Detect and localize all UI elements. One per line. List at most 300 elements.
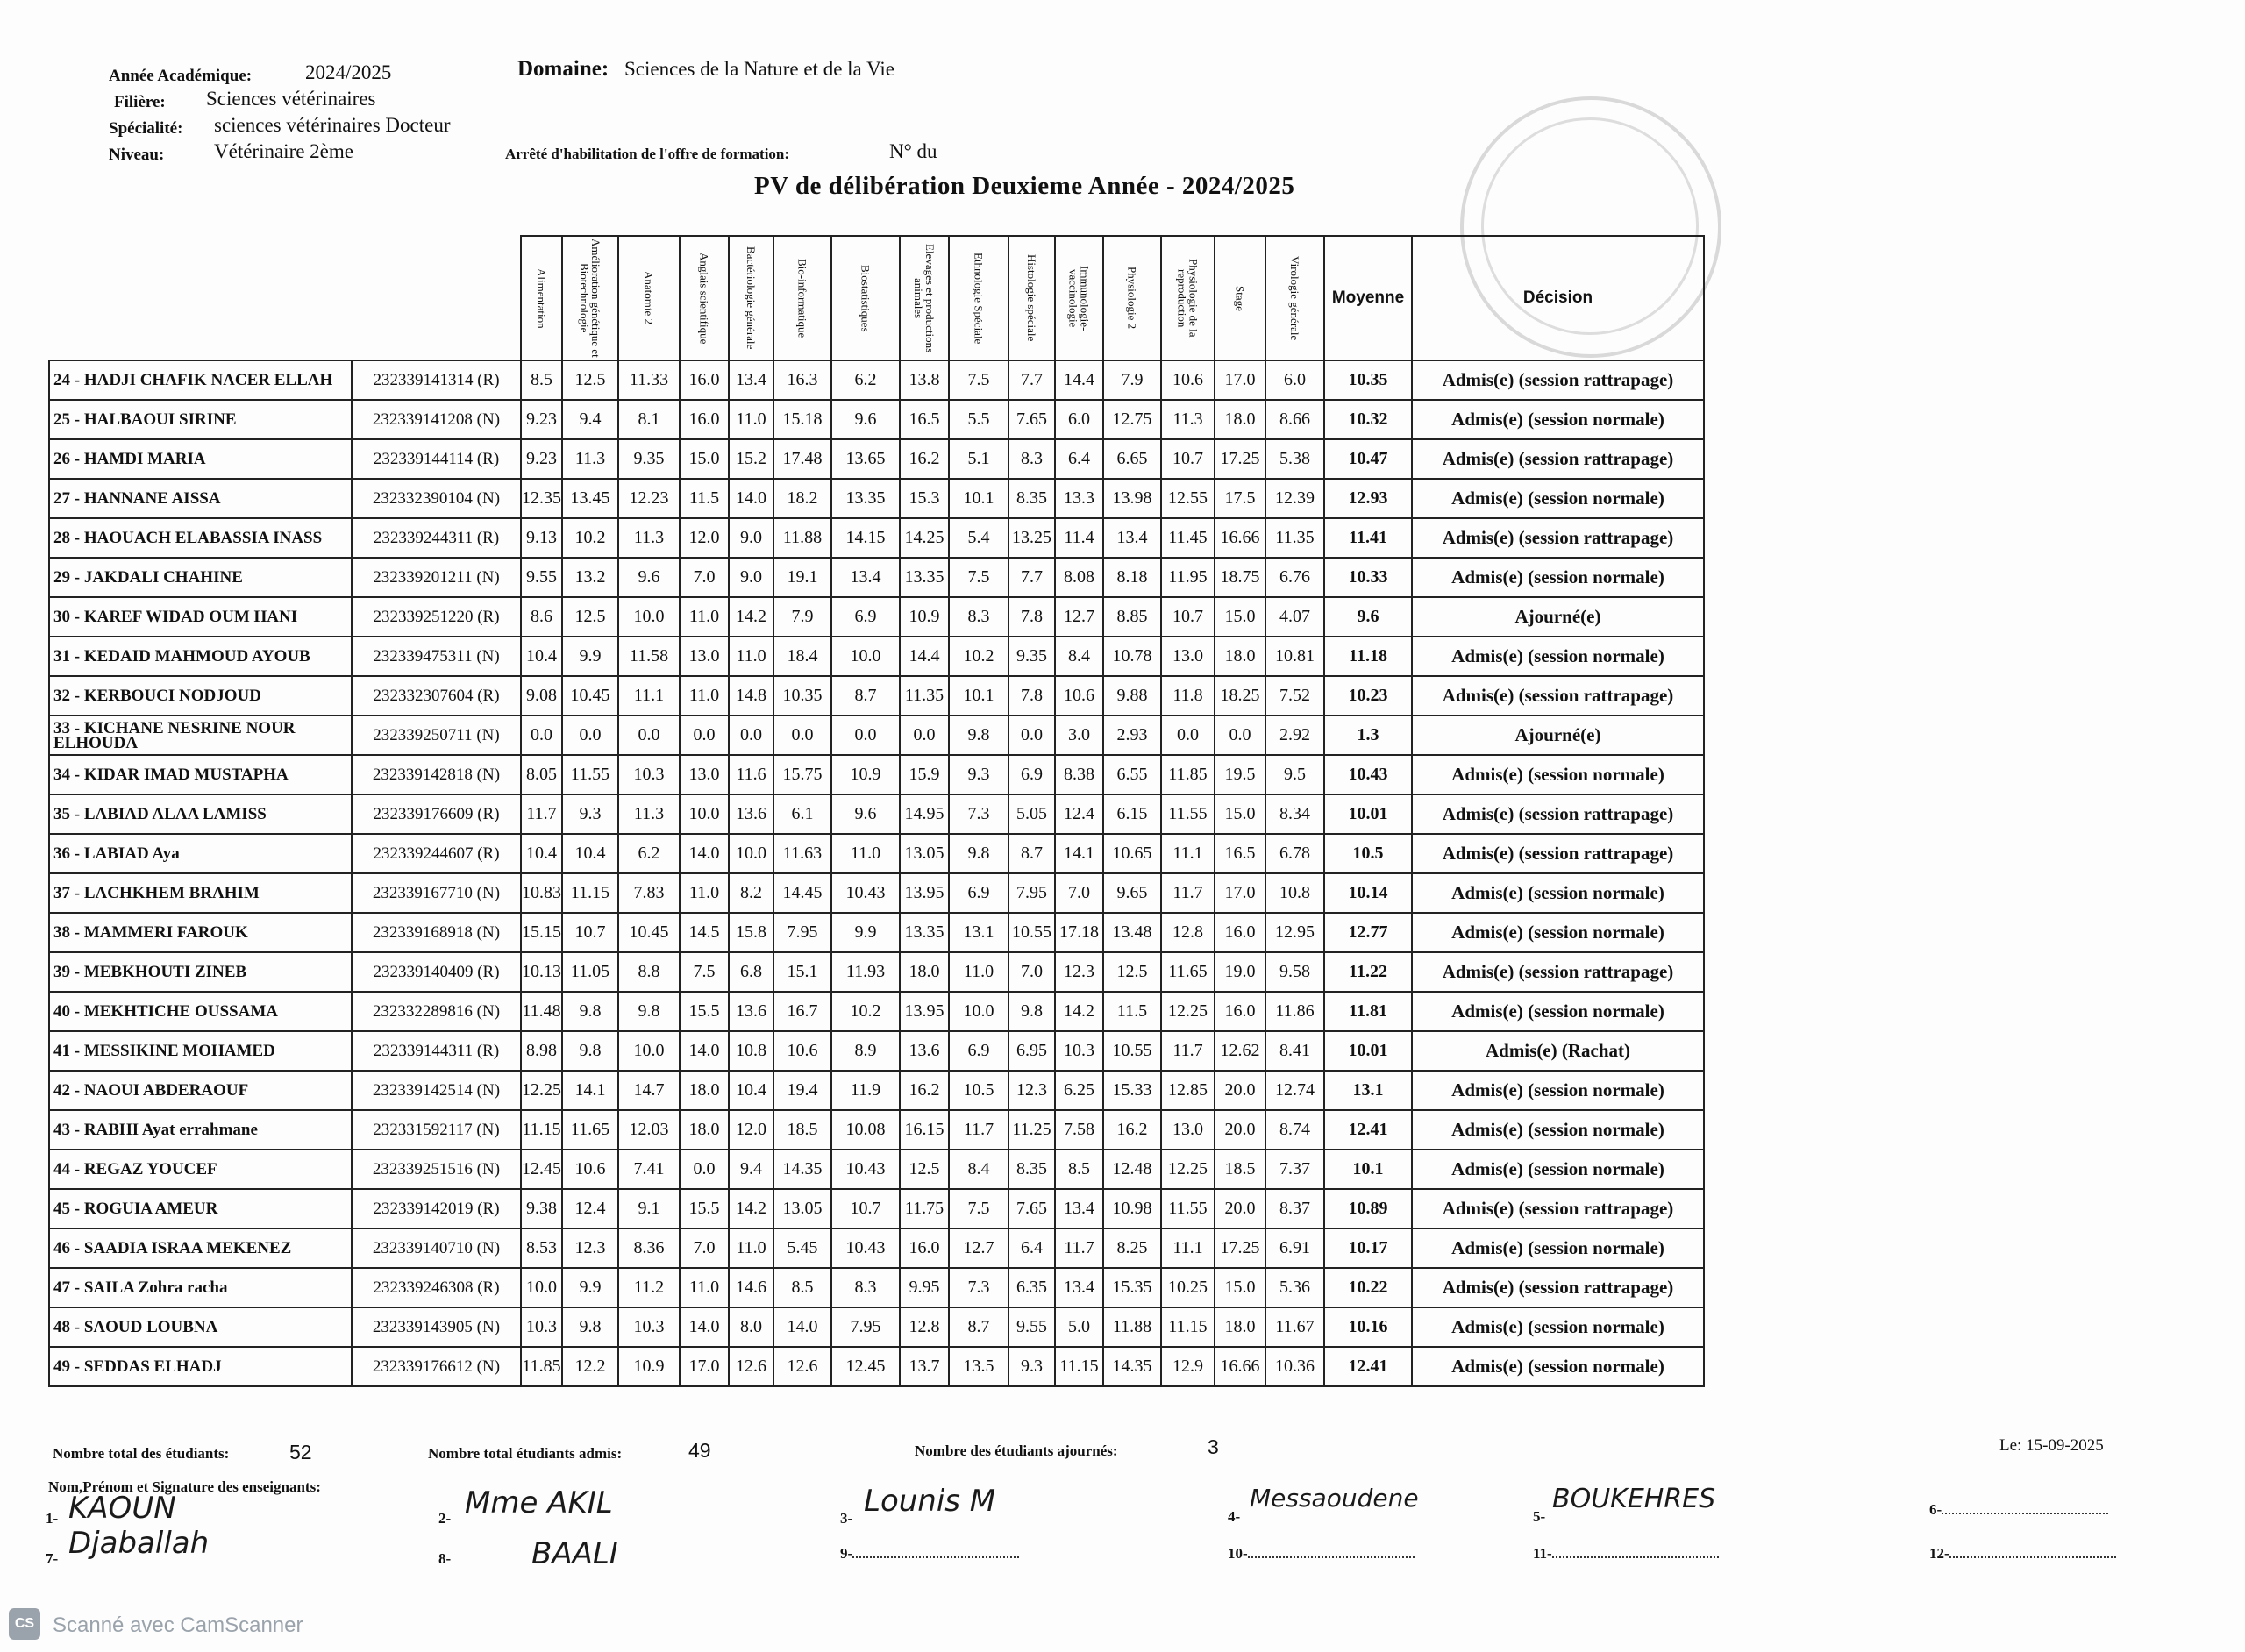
grade-cell: 7.3 bbox=[949, 1268, 1008, 1307]
grade-cell: 14.35 bbox=[1103, 1347, 1161, 1386]
grade-cell: 7.83 bbox=[618, 873, 680, 913]
grade-cell: 12.74 bbox=[1265, 1071, 1324, 1110]
grade-cell: 18.25 bbox=[1215, 676, 1265, 716]
grade-cell: 11.15 bbox=[562, 873, 618, 913]
grade-cell: 12.25 bbox=[1161, 1150, 1215, 1189]
student-name: 38 - MAMMERI FAROUK bbox=[49, 913, 352, 952]
moyenne-cell: 12.41 bbox=[1324, 1110, 1412, 1150]
grade-cell: 9.0 bbox=[729, 518, 773, 558]
student-name: 36 - LABIAD Aya bbox=[49, 834, 352, 873]
grade-cell: 10.1 bbox=[949, 676, 1008, 716]
grade-cell: 17.5 bbox=[1215, 479, 1265, 518]
grade-cell: 10.4 bbox=[521, 637, 562, 676]
signature-7: Djaballah bbox=[68, 1526, 210, 1561]
domaine-value: Sciences de la Nature et de la Vie bbox=[624, 58, 894, 80]
grade-cell: 12.0 bbox=[729, 1110, 773, 1150]
grade-cell: 18.0 bbox=[900, 952, 949, 992]
ajournes-label: Nombre des étudiants ajournés: bbox=[915, 1442, 1118, 1459]
grade-cell: 10.83 bbox=[521, 873, 562, 913]
signature-2: Mme AKIL bbox=[465, 1485, 613, 1520]
grade-cell: 9.6 bbox=[831, 794, 900, 834]
grade-cell: 15.5 bbox=[680, 1189, 729, 1228]
grade-cell: 16.3 bbox=[773, 360, 831, 400]
moyenne-cell: 10.23 bbox=[1324, 676, 1412, 716]
grade-cell: 10.0 bbox=[831, 637, 900, 676]
student-matricule: 232339201211 (N) bbox=[352, 558, 521, 597]
grade-cell: 16.2 bbox=[1103, 1110, 1161, 1150]
grade-cell: 11.7 bbox=[521, 794, 562, 834]
signature-slot-10: 10- bbox=[1228, 1545, 1415, 1563]
ajournes-value: 3 bbox=[1208, 1435, 1219, 1458]
grade-cell: 11.7 bbox=[1161, 1031, 1215, 1071]
subject-header: Physiologie de la reproduction bbox=[1161, 236, 1215, 360]
signature-slot-11: 11- bbox=[1533, 1545, 1719, 1563]
grade-cell: 11.65 bbox=[1161, 952, 1215, 992]
grade-cell: 11.8 bbox=[1161, 676, 1215, 716]
grade-cell: 13.35 bbox=[831, 479, 900, 518]
grade-cell: 10.43 bbox=[831, 873, 900, 913]
grade-cell: 16.2 bbox=[900, 1071, 949, 1110]
grade-cell: 8.35 bbox=[1008, 1150, 1055, 1189]
grade-cell: 9.8 bbox=[949, 716, 1008, 755]
grade-cell: 14.45 bbox=[773, 873, 831, 913]
grade-cell: 6.25 bbox=[1055, 1071, 1103, 1110]
grade-cell: 9.8 bbox=[562, 992, 618, 1031]
student-matricule: 232339244607 (R) bbox=[352, 834, 521, 873]
student-row bbox=[49, 913, 1704, 952]
subject-header: Biostatistiques bbox=[831, 236, 900, 360]
grade-cell: 14.25 bbox=[900, 518, 949, 558]
grade-cell: 9.58 bbox=[1265, 952, 1324, 992]
grade-cell: 14.4 bbox=[900, 637, 949, 676]
filiere-label: Filière: bbox=[114, 93, 166, 111]
grade-cell: 6.55 bbox=[1103, 755, 1161, 794]
decision-cell: Admis(e) (session rattrapage) bbox=[1412, 518, 1704, 558]
grade-cell: 9.8 bbox=[562, 1031, 618, 1071]
grade-cell: 12.7 bbox=[1055, 597, 1103, 637]
student-matricule: 232332390104 (N) bbox=[352, 479, 521, 518]
grade-cell: 15.0 bbox=[1215, 1268, 1265, 1307]
grade-cell: 8.1 bbox=[618, 400, 680, 439]
grade-cell: 7.8 bbox=[1008, 676, 1055, 716]
grade-cell: 0.0 bbox=[773, 716, 831, 755]
decision-cell: Admis(e) (session rattrapage) bbox=[1412, 834, 1704, 873]
grade-cell: 7.7 bbox=[1008, 360, 1055, 400]
student-row bbox=[49, 1228, 1704, 1268]
grade-cell: 18.0 bbox=[680, 1110, 729, 1150]
grade-cell: 14.2 bbox=[729, 597, 773, 637]
student-name: 40 - MEKHTICHE OUSSAMA bbox=[49, 992, 352, 1031]
grade-cell: 6.1 bbox=[773, 794, 831, 834]
student-matricule: 232339251516 (N) bbox=[352, 1150, 521, 1189]
subject-header: Stage bbox=[1215, 236, 1265, 360]
student-matricule: 232339144114 (R) bbox=[352, 439, 521, 479]
specialite-value: sciences vétérinaires Docteur bbox=[214, 114, 451, 136]
grade-cell: 11.5 bbox=[1103, 992, 1161, 1031]
grade-cell: 17.48 bbox=[773, 439, 831, 479]
moyenne-cell: 11.22 bbox=[1324, 952, 1412, 992]
grade-cell: 10.43 bbox=[831, 1228, 900, 1268]
grade-cell: 10.43 bbox=[831, 1150, 900, 1189]
student-matricule: 232339250711 (N) bbox=[352, 716, 521, 755]
signature-5: BOUKEHRES bbox=[1552, 1484, 1716, 1514]
grade-cell: 12.55 bbox=[1161, 479, 1215, 518]
student-name: 24 - HADJI CHAFIK NACER ELLAH bbox=[49, 360, 352, 400]
decision-cell: Admis(e) (session normale) bbox=[1412, 873, 1704, 913]
grade-cell: 8.53 bbox=[521, 1228, 562, 1268]
moyenne-cell: 12.77 bbox=[1324, 913, 1412, 952]
subjects-header-row bbox=[49, 236, 1704, 360]
grade-cell: 10.6 bbox=[1055, 676, 1103, 716]
student-row bbox=[49, 716, 1704, 755]
grade-cell: 6.2 bbox=[618, 834, 680, 873]
grade-cell: 11.1 bbox=[1161, 1228, 1215, 1268]
grade-cell: 10.2 bbox=[949, 637, 1008, 676]
grade-cell: 11.63 bbox=[773, 834, 831, 873]
grade-cell: 10.0 bbox=[729, 834, 773, 873]
grade-cell: 9.6 bbox=[618, 558, 680, 597]
student-name: 37 - LACHKHEM BRAHIM bbox=[49, 873, 352, 913]
subject-header: Anglais scientifique bbox=[680, 236, 729, 360]
student-matricule: 232339144311 (R) bbox=[352, 1031, 521, 1071]
grade-cell: 8.5 bbox=[521, 360, 562, 400]
grade-cell: 8.9 bbox=[831, 1031, 900, 1071]
grade-cell: 11.45 bbox=[1161, 518, 1215, 558]
grade-cell: 9.65 bbox=[1103, 873, 1161, 913]
grade-cell: 10.9 bbox=[618, 1347, 680, 1386]
grade-cell: 16.7 bbox=[773, 992, 831, 1031]
camscanner-logo-icon: CS bbox=[9, 1608, 40, 1640]
grade-cell: 11.4 bbox=[1055, 518, 1103, 558]
grade-cell: 9.9 bbox=[831, 913, 900, 952]
grade-cell: 0.0 bbox=[680, 716, 729, 755]
grade-cell: 7.9 bbox=[773, 597, 831, 637]
grade-cell: 9.0 bbox=[729, 558, 773, 597]
grade-cell: 6.15 bbox=[1103, 794, 1161, 834]
grade-cell: 8.25 bbox=[1103, 1228, 1161, 1268]
grade-cell: 10.3 bbox=[618, 1307, 680, 1347]
signature-slot-4: 4- bbox=[1228, 1508, 1241, 1525]
student-name: 42 - NAOUI ABDERAOUF bbox=[49, 1071, 352, 1110]
grade-cell: 7.41 bbox=[618, 1150, 680, 1189]
grade-cell: 11.3 bbox=[618, 518, 680, 558]
student-row bbox=[49, 1150, 1704, 1189]
student-name: 35 - LABIAD ALAA LAMISS bbox=[49, 794, 352, 834]
grade-cell: 11.0 bbox=[729, 1228, 773, 1268]
delib-date: Le: 15-09-2025 bbox=[1999, 1436, 2104, 1455]
grade-cell: 20.0 bbox=[1215, 1071, 1265, 1110]
moyenne-cell: 11.81 bbox=[1324, 992, 1412, 1031]
grade-cell: 16.0 bbox=[1215, 992, 1265, 1031]
subject-header: Elevages et productions animales bbox=[900, 236, 949, 360]
academic-year-label: Année Académique: bbox=[109, 67, 253, 85]
grade-cell: 9.5 bbox=[1265, 755, 1324, 794]
grade-cell: 7.8 bbox=[1008, 597, 1055, 637]
grade-cell: 10.81 bbox=[1265, 637, 1324, 676]
student-row bbox=[49, 992, 1704, 1031]
grade-cell: 9.95 bbox=[900, 1268, 949, 1307]
grade-cell: 17.0 bbox=[680, 1347, 729, 1386]
grade-cell: 13.35 bbox=[900, 558, 949, 597]
moyenne-cell: 9.6 bbox=[1324, 597, 1412, 637]
student-matricule: 232331592117 (N) bbox=[352, 1110, 521, 1150]
student-name: 31 - KEDAID MAHMOUD AYOUB bbox=[49, 637, 352, 676]
grade-cell: 12.03 bbox=[618, 1110, 680, 1150]
grade-cell: 11.33 bbox=[618, 360, 680, 400]
grade-cell: 11.35 bbox=[900, 676, 949, 716]
grade-cell: 15.2 bbox=[729, 439, 773, 479]
grade-cell: 10.2 bbox=[831, 992, 900, 1031]
grade-cell: 12.95 bbox=[1265, 913, 1324, 952]
grade-cell: 6.9 bbox=[831, 597, 900, 637]
moyenne-cell: 13.1 bbox=[1324, 1071, 1412, 1110]
grade-cell: 13.95 bbox=[900, 873, 949, 913]
grade-cell: 13.1 bbox=[949, 913, 1008, 952]
grade-cell: 12.4 bbox=[1055, 794, 1103, 834]
student-row bbox=[49, 1189, 1704, 1228]
total-admis-label: Nombre total étudiants admis: bbox=[428, 1445, 623, 1462]
grade-cell: 13.3 bbox=[1055, 479, 1103, 518]
grade-cell: 11.7 bbox=[949, 1110, 1008, 1150]
grade-cell: 6.4 bbox=[1055, 439, 1103, 479]
decision-cell: Ajourné(e) bbox=[1412, 597, 1704, 637]
grade-cell: 11.0 bbox=[680, 873, 729, 913]
student-matricule: 232339141314 (R) bbox=[352, 360, 521, 400]
grade-cell: 11.25 bbox=[1008, 1110, 1055, 1150]
grade-cell: 12.23 bbox=[618, 479, 680, 518]
grade-cell: 9.13 bbox=[521, 518, 562, 558]
student-matricule: 232339167710 (N) bbox=[352, 873, 521, 913]
grade-cell: 14.6 bbox=[729, 1268, 773, 1307]
grade-cell: 17.25 bbox=[1215, 439, 1265, 479]
grade-cell: 0.0 bbox=[1008, 716, 1055, 755]
grade-cell: 2.92 bbox=[1265, 716, 1324, 755]
grade-cell: 18.2 bbox=[773, 479, 831, 518]
grade-cell: 11.75 bbox=[900, 1189, 949, 1228]
grade-cell: 12.39 bbox=[1265, 479, 1324, 518]
grade-cell: 9.3 bbox=[1008, 1347, 1055, 1386]
grade-cell: 12.6 bbox=[773, 1347, 831, 1386]
grade-cell: 8.85 bbox=[1103, 597, 1161, 637]
grade-cell: 11.35 bbox=[1265, 518, 1324, 558]
grade-cell: 9.1 bbox=[618, 1189, 680, 1228]
grade-cell: 12.75 bbox=[1103, 400, 1161, 439]
camscanner-watermark: Scanné avec CamScanner bbox=[53, 1613, 303, 1637]
grade-cell: 8.98 bbox=[521, 1031, 562, 1071]
grade-cell: 12.25 bbox=[521, 1071, 562, 1110]
grade-cell: 0.0 bbox=[831, 716, 900, 755]
decision-cell: Admis(e) (session normale) bbox=[1412, 1307, 1704, 1347]
grade-cell: 7.3 bbox=[949, 794, 1008, 834]
grade-cell: 11.58 bbox=[618, 637, 680, 676]
signature-3: Lounis M bbox=[864, 1484, 996, 1519]
grade-cell: 8.5 bbox=[1055, 1150, 1103, 1189]
grade-cell: 6.78 bbox=[1265, 834, 1324, 873]
grade-cell: 10.6 bbox=[1161, 360, 1215, 400]
grade-cell: 7.95 bbox=[831, 1307, 900, 1347]
grade-cell: 5.4 bbox=[949, 518, 1008, 558]
grades-table bbox=[48, 235, 1705, 1387]
grade-cell: 10.4 bbox=[521, 834, 562, 873]
grade-cell: 12.3 bbox=[1055, 952, 1103, 992]
moyenne-cell: 12.41 bbox=[1324, 1347, 1412, 1386]
grade-cell: 18.75 bbox=[1215, 558, 1265, 597]
grade-cell: 9.35 bbox=[618, 439, 680, 479]
grade-cell: 11.88 bbox=[1103, 1307, 1161, 1347]
student-row bbox=[49, 400, 1704, 439]
grade-cell: 10.0 bbox=[618, 597, 680, 637]
grade-cell: 9.88 bbox=[1103, 676, 1161, 716]
grade-cell: 11.1 bbox=[1161, 834, 1215, 873]
grade-cell: 13.0 bbox=[680, 637, 729, 676]
grade-cell: 18.0 bbox=[680, 1071, 729, 1110]
grade-cell: 10.8 bbox=[729, 1031, 773, 1071]
grade-cell: 9.9 bbox=[562, 637, 618, 676]
moyenne-cell: 10.22 bbox=[1324, 1268, 1412, 1307]
grade-cell: 7.0 bbox=[1008, 952, 1055, 992]
grade-cell: 11.05 bbox=[562, 952, 618, 992]
grade-cell: 5.1 bbox=[949, 439, 1008, 479]
grade-cell: 8.05 bbox=[521, 755, 562, 794]
student-name: 45 - ROGUIA AMEUR bbox=[49, 1189, 352, 1228]
grade-cell: 11.95 bbox=[1161, 558, 1215, 597]
grade-cell: 13.6 bbox=[729, 794, 773, 834]
grade-cell: 14.2 bbox=[1055, 992, 1103, 1031]
signature-slot-3: 3- bbox=[840, 1510, 853, 1527]
student-name: 25 - HALBAOUI SIRINE bbox=[49, 400, 352, 439]
grade-cell: 10.78 bbox=[1103, 637, 1161, 676]
signature-slot-6: 6- bbox=[1929, 1501, 2108, 1519]
grade-cell: 11.7 bbox=[1161, 873, 1215, 913]
grade-cell: 6.65 bbox=[1103, 439, 1161, 479]
decision-cell: Admis(e) (session normale) bbox=[1412, 1150, 1704, 1189]
student-row bbox=[49, 873, 1704, 913]
grade-cell: 13.0 bbox=[680, 755, 729, 794]
grade-cell: 9.4 bbox=[562, 400, 618, 439]
grade-cell: 7.5 bbox=[949, 360, 1008, 400]
grade-cell: 11.55 bbox=[1161, 1189, 1215, 1228]
grade-cell: 13.8 bbox=[900, 360, 949, 400]
decision-cell: Admis(e) (session rattrapage) bbox=[1412, 360, 1704, 400]
grade-cell: 9.4 bbox=[729, 1150, 773, 1189]
filiere-value: Sciences vétérinaires bbox=[206, 88, 376, 110]
grade-cell: 13.95 bbox=[900, 992, 949, 1031]
student-name: 39 - MEBKHOUTI ZINEB bbox=[49, 952, 352, 992]
grade-cell: 13.4 bbox=[1055, 1189, 1103, 1228]
grade-cell: 12.85 bbox=[1161, 1071, 1215, 1110]
subject-header: Anatomie 2 bbox=[618, 236, 680, 360]
student-row bbox=[49, 597, 1704, 637]
decision-cell: Admis(e) (session normale) bbox=[1412, 637, 1704, 676]
grade-cell: 11.55 bbox=[562, 755, 618, 794]
grade-cell: 17.0 bbox=[1215, 873, 1265, 913]
grade-cell: 10.4 bbox=[729, 1071, 773, 1110]
grade-cell: 12.7 bbox=[949, 1228, 1008, 1268]
grade-cell: 11.5 bbox=[680, 479, 729, 518]
grade-cell: 14.0 bbox=[773, 1307, 831, 1347]
decision-cell: Admis(e) (session rattrapage) bbox=[1412, 1268, 1704, 1307]
moyenne-cell: 10.35 bbox=[1324, 360, 1412, 400]
grade-cell: 2.93 bbox=[1103, 716, 1161, 755]
student-matricule: 232332307604 (R) bbox=[352, 676, 521, 716]
signature-slot-7: 7- bbox=[46, 1550, 59, 1567]
grade-cell: 12.6 bbox=[729, 1347, 773, 1386]
grade-cell: 8.4 bbox=[949, 1150, 1008, 1189]
grade-cell: 11.86 bbox=[1265, 992, 1324, 1031]
grade-cell: 19.4 bbox=[773, 1071, 831, 1110]
grade-cell: 12.5 bbox=[562, 597, 618, 637]
grade-cell: 13.4 bbox=[729, 360, 773, 400]
grade-cell: 14.0 bbox=[729, 479, 773, 518]
grade-cell: 14.0 bbox=[680, 1031, 729, 1071]
grade-cell: 11.0 bbox=[680, 597, 729, 637]
grade-cell: 11.0 bbox=[729, 400, 773, 439]
grade-cell: 13.5 bbox=[949, 1347, 1008, 1386]
grade-cell: 7.5 bbox=[949, 1189, 1008, 1228]
grade-cell: 12.8 bbox=[1161, 913, 1215, 952]
grade-cell: 18.5 bbox=[1215, 1150, 1265, 1189]
grade-cell: 14.2 bbox=[729, 1189, 773, 1228]
moyenne-cell: 10.5 bbox=[1324, 834, 1412, 873]
grade-cell: 10.7 bbox=[562, 913, 618, 952]
student-name: 49 - SEDDAS ELHADJ bbox=[49, 1347, 352, 1386]
grade-cell: 7.0 bbox=[680, 558, 729, 597]
grade-cell: 6.76 bbox=[1265, 558, 1324, 597]
grade-cell: 19.1 bbox=[773, 558, 831, 597]
grade-cell: 14.7 bbox=[618, 1071, 680, 1110]
student-name: 32 - KERBOUCI NODJOUD bbox=[49, 676, 352, 716]
decision-cell: Admis(e) (session rattrapage) bbox=[1412, 952, 1704, 992]
student-name: 29 - JAKDALI CHAHINE bbox=[49, 558, 352, 597]
grade-cell: 12.45 bbox=[831, 1347, 900, 1386]
grade-cell: 16.66 bbox=[1215, 1347, 1265, 1386]
student-matricule: 232339142514 (N) bbox=[352, 1071, 521, 1110]
grade-cell: 12.8 bbox=[900, 1307, 949, 1347]
student-name: 28 - HAOUACH ELABASSIA INASS bbox=[49, 518, 352, 558]
signature-slot-12: 12- bbox=[1929, 1545, 2116, 1563]
student-row bbox=[49, 1268, 1704, 1307]
student-matricule: 232339168918 (N) bbox=[352, 913, 521, 952]
grade-cell: 6.9 bbox=[949, 1031, 1008, 1071]
signature-8: BAALI bbox=[531, 1536, 618, 1571]
grade-cell: 10.7 bbox=[831, 1189, 900, 1228]
student-matricule: 232339142818 (N) bbox=[352, 755, 521, 794]
grade-cell: 13.4 bbox=[831, 558, 900, 597]
grade-cell: 9.23 bbox=[521, 400, 562, 439]
signatures-label: Nom,Prénom et Signature des enseignants: bbox=[48, 1478, 321, 1495]
student-matricule: 232339140710 (N) bbox=[352, 1228, 521, 1268]
grade-cell: 15.1 bbox=[773, 952, 831, 992]
grade-cell: 10.45 bbox=[562, 676, 618, 716]
grade-cell: 13.35 bbox=[900, 913, 949, 952]
grade-cell: 10.8 bbox=[1265, 873, 1324, 913]
grade-cell: 18.0 bbox=[1215, 1307, 1265, 1347]
student-matricule: 232339176612 (N) bbox=[352, 1347, 521, 1386]
student-matricule: 232339143905 (N) bbox=[352, 1307, 521, 1347]
moyenne-cell: 10.47 bbox=[1324, 439, 1412, 479]
grade-cell: 17.25 bbox=[1215, 1228, 1265, 1268]
subject-header: Virologie générale bbox=[1265, 236, 1324, 360]
grade-cell: 7.37 bbox=[1265, 1150, 1324, 1189]
grade-cell: 10.36 bbox=[1265, 1347, 1324, 1386]
grade-cell: 15.8 bbox=[729, 913, 773, 952]
subject-header: Physiologie 2 bbox=[1103, 236, 1161, 360]
grade-cell: 12.3 bbox=[562, 1228, 618, 1268]
decision-cell: Admis(e) (session normale) bbox=[1412, 558, 1704, 597]
arrete-value: N° du bbox=[889, 140, 937, 162]
grade-cell: 14.0 bbox=[680, 834, 729, 873]
student-name: 41 - MESSIKINE MOHAMED bbox=[49, 1031, 352, 1071]
